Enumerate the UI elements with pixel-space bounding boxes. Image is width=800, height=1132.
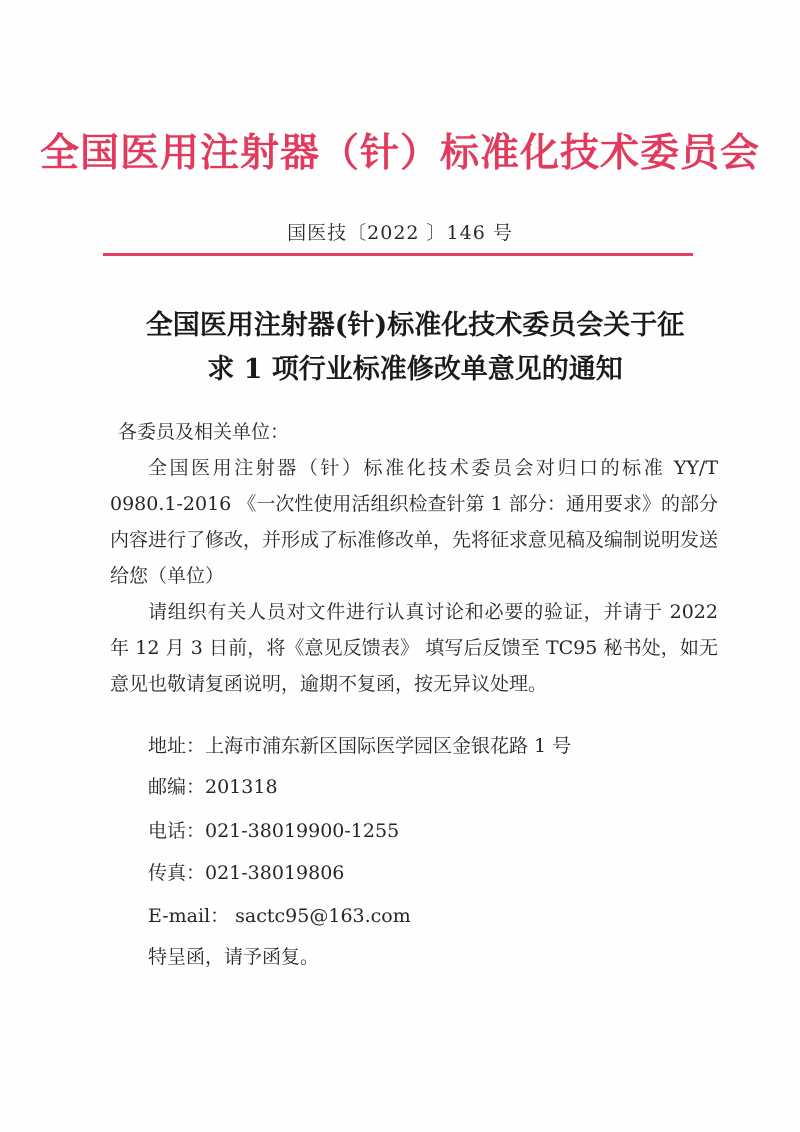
contact-address: 地址：上海市浦东新区国际医学园区金银花路 1 号 [148, 735, 572, 757]
document-number: 国医技〔2022 〕146 号 [287, 222, 513, 244]
body-paragraph-2: 请组织有关人员对文件进行认真讨论和必要的验证，并请于 2022 年 12 月 3 日前，将《意见反馈表》 填写后反馈至 TC95 秘书处，如无意见也敬请复函说明，逾期不复函，按无异议处理。 [110, 601, 718, 695]
notice-title-line-1: 全国医用注射器(针)标准化技术委员会关于征 [145, 310, 685, 341]
contact-postcode: 邮编：201318 [148, 776, 278, 798]
contact-email: E-mail： sactc95@163.com [148, 905, 411, 927]
contact-phone: 电话：021-38019900-1255 [148, 820, 400, 842]
header-divider [103, 253, 693, 256]
notice-title-line-2: 求 1 项行业标准修改单意见的通知 [207, 354, 623, 385]
addressee: 各委员及相关单位： [118, 421, 290, 443]
notice-title [95, 304, 735, 392]
contact-fax: 传真：021-38019806 [148, 862, 345, 884]
closing-line: 特呈函，请予函复。 [148, 946, 320, 968]
body-paragraph-1: 全国医用注射器（针）标准化技术委员会对归口的标准 YY/T 0980.1-2016 《一次性使用活组织检查针第 1 部分：通用要求》的部分内容进行了修改，并形成了标准修改单，先将征求意见稿及编制说明发送给您（单位） [110, 457, 719, 587]
notice-body [110, 414, 718, 702]
organization-header: 全国医用注射器（针）标准化技术委员会 [39, 130, 760, 176]
